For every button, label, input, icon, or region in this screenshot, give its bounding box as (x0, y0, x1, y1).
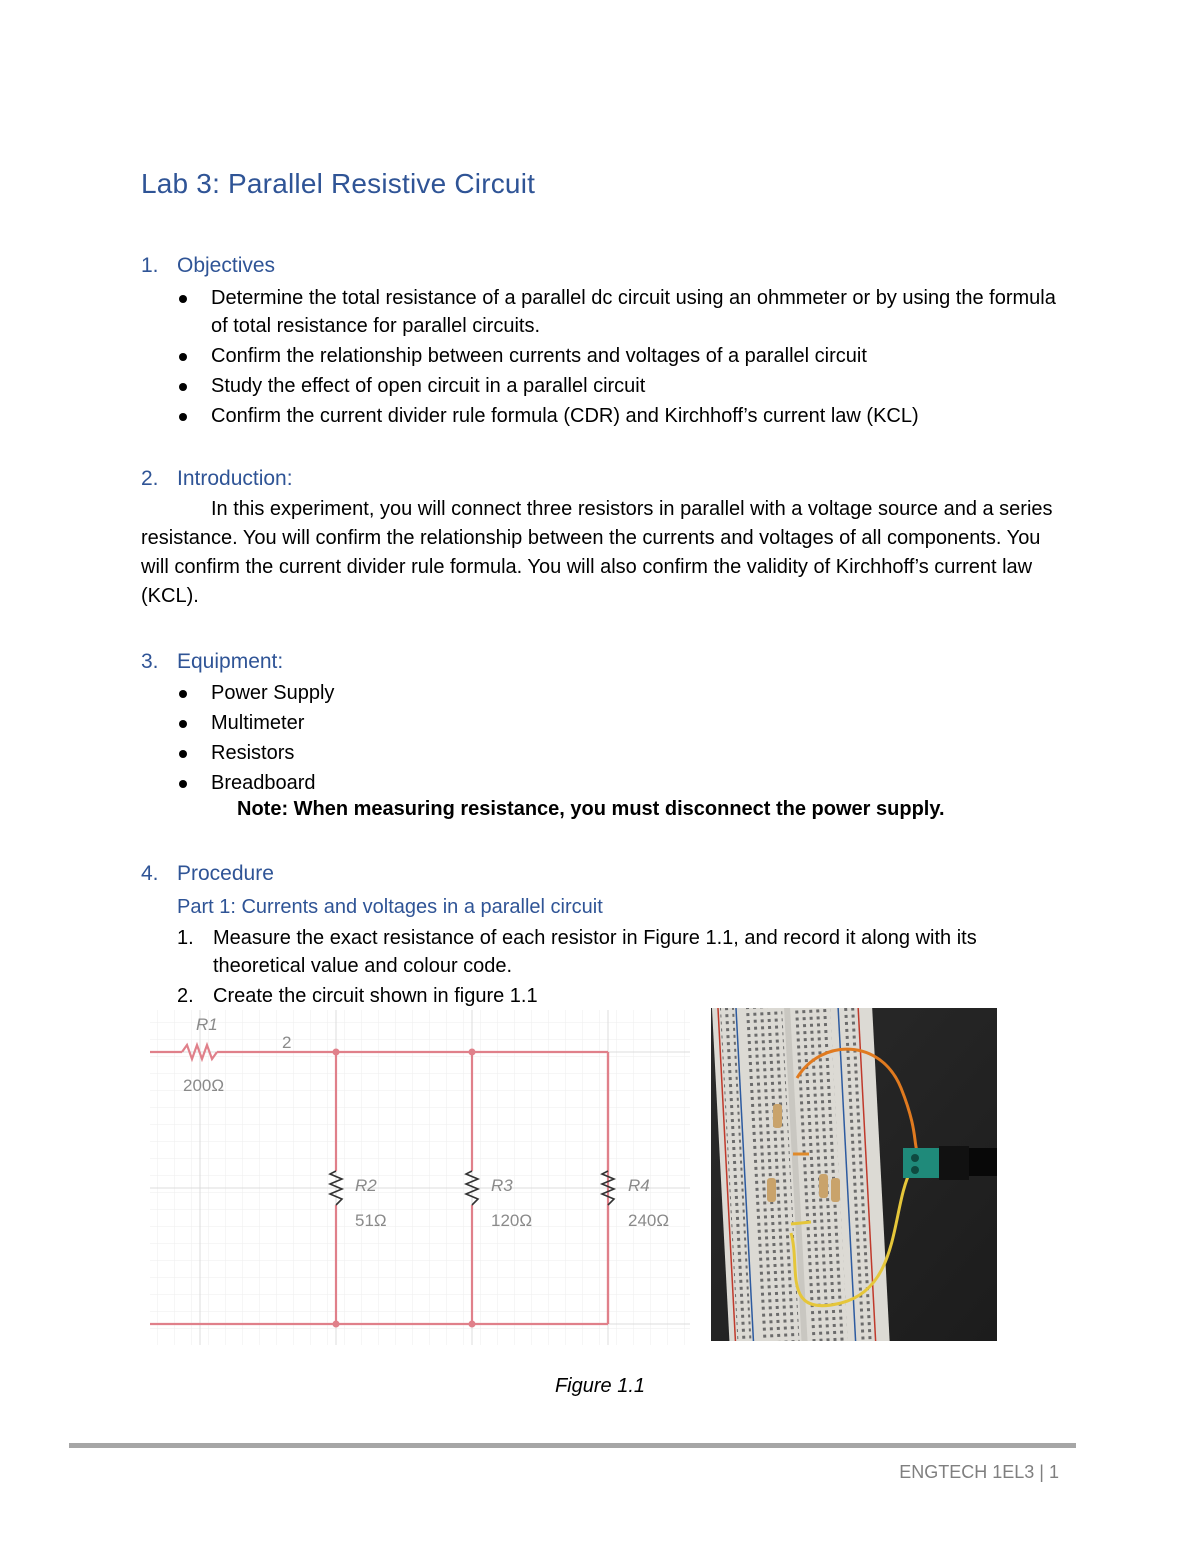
procedure-step (177, 924, 1057, 980)
figure-caption: Figure 1.1 (554, 1375, 646, 1397)
equipment-item: Resistors (141, 739, 641, 767)
objective-item: Study the effect of open circuit in a parallel circuit (141, 372, 1071, 400)
breadboard-photo (711, 1008, 997, 1341)
equipment-list (141, 679, 641, 799)
circuit-schematic (140, 1005, 695, 1350)
node-label: 2 (282, 1033, 292, 1052)
step-text: Measure the exact resistance of each resistor in Figure 1.1, and record it along with its theoretical value and colour code. (213, 927, 977, 977)
introduction-paragraph: In this experiment, you will connect three resistors in parallel with a voltage source and a series resistance. You will confirm the relationship between the currents and voltages of all components. You will confirm the current divider rule formula. You will also confirm the validity of Kirchhoff’s current law (KCL). (141, 498, 1053, 607)
equipment-heading-text: Equipment: (177, 650, 284, 673)
r2-value: 51Ω (355, 1211, 387, 1230)
step-number: 2. (177, 985, 194, 1007)
procedure-steps (177, 924, 1057, 1012)
dc-jack-connector (903, 1146, 997, 1180)
objective-item: Confirm the current divider rule formula (CDR) and Kirchhoff’s current law (KCL) (141, 402, 1071, 430)
procedure-part-title: Part 1: Currents and voltages in a parallel circuit (177, 896, 603, 918)
footer-rule (69, 1443, 1076, 1448)
r1-value: 200Ω (183, 1076, 225, 1095)
objective-item: Determine the total resistance of a parallel dc circuit using an ohmmeter or by using the formula of total resistance for parallel circuits. (141, 284, 1071, 340)
objectives-heading-text: Objectives (177, 254, 276, 277)
page-title: Lab 3: Parallel Resistive Circuit (141, 168, 536, 199)
procedure-number: 4. (141, 862, 159, 885)
procedure-heading (141, 862, 274, 886)
r2-name: R2 (355, 1176, 377, 1195)
r3-value: 120Ω (491, 1211, 533, 1230)
objective-item: Confirm the relationship between currents and voltages of a parallel circuit (141, 342, 1071, 370)
r3-name: R3 (491, 1176, 513, 1195)
step-number: 1. (177, 927, 194, 949)
r1-name: R1 (196, 1015, 218, 1034)
procedure-heading-text: Procedure (177, 862, 274, 885)
equipment-number: 3. (141, 650, 159, 673)
objectives-list (141, 284, 1071, 432)
equipment-heading (141, 650, 283, 674)
objectives-number: 1. (141, 254, 159, 277)
equipment-note: Note: When measuring resistance, you must disconnect the power supply. (237, 798, 945, 820)
equipment-item: Power Supply (141, 679, 641, 707)
introduction-number: 2. (141, 467, 159, 490)
step-text: Create the circuit shown in figure 1.1 (213, 985, 538, 1007)
introduction-heading-text: Introduction: (177, 467, 293, 490)
r4-name: R4 (628, 1176, 650, 1195)
objectives-heading (141, 254, 275, 278)
introduction-heading (141, 467, 293, 491)
page-footer: ENGTECH 1EL3 | 1 (899, 1462, 1059, 1482)
equipment-item: Breadboard (141, 769, 641, 797)
r4-value: 240Ω (628, 1211, 670, 1230)
equipment-item: Multimeter (141, 709, 641, 737)
